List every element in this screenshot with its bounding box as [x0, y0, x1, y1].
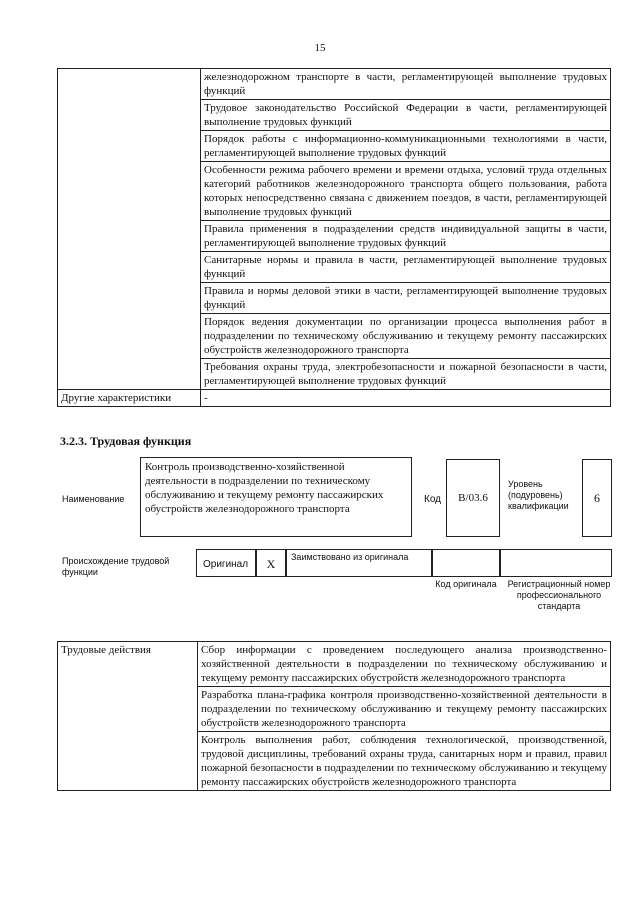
- table-cell: Сбор информации с проведением последующего анализа производственно-хозяйственной деятельности в подразделении по техническому обслуживанию и текущему ремонту пассажирских обустройств железнодорожного транспорта: [198, 642, 611, 687]
- borrowed-label: Заимствовано из оригинала: [286, 549, 432, 577]
- table-row: [58, 642, 611, 687]
- function-code: В/03.6: [446, 459, 500, 537]
- table-row: [58, 390, 611, 407]
- code-label: Код: [424, 494, 442, 505]
- table-cell: Контроль выполнения работ, соблюдения технологической, производственной, трудовой дисциплины, требований охраны труда, санитарных норм и правил, правил пожарной безопасности в подразделении по техническому обслуживанию и текущему ремонту пассажирских обустройств железнодорожного транспорта: [198, 732, 611, 791]
- name-label: Наименование: [62, 494, 125, 504]
- code-original-cell: [432, 549, 500, 577]
- original-label: Оригинал: [196, 549, 256, 577]
- origin-row: [196, 549, 612, 577]
- actions-table: [57, 641, 611, 791]
- actions-label: Трудовые действия: [58, 642, 198, 791]
- qualification-level: 6: [582, 459, 612, 537]
- table-cell: Порядок работы с информационно-коммуникационными технологиями в части, регламентирующей выполнение трудовых функций: [201, 131, 611, 162]
- page-number: 15: [314, 42, 326, 54]
- other-characteristics-label: Другие характеристики: [58, 390, 201, 407]
- table-row: [58, 69, 611, 100]
- table-cell: Правила применения в подразделении средств индивидуальной защиты в части, регламентирующей выполнение трудовых функций: [201, 221, 611, 252]
- reg-number-cell: [500, 549, 612, 577]
- origin-label: Происхождение трудовой функции: [62, 556, 170, 577]
- table-cell: Порядок ведения документации по организации процесса выполнения работ в подразделении по техническому обслуживанию и текущему ремонту пассажирских обустройств железнодорожного транспорта: [201, 314, 611, 359]
- table-cell: железнодорожном транспорте в части, регламентирующей выполнение трудовых функций: [201, 69, 611, 100]
- table-cell: Требования охраны труда, электробезопасности и пожарной безопасности в части, регламентирующей выполнение трудовых функций: [201, 359, 611, 390]
- table-cell: Разработка плана-графика контроля производственно-хозяйственной деятельности в подразделении по техническому обслуживанию и текущему ремонту пассажирских обустройств железнодорожного транспорта: [198, 687, 611, 732]
- code-original-label: Код оригинала: [435, 579, 497, 589]
- table-cell: Правила и нормы деловой этики в части, регламентирующей выполнение трудовых функций: [201, 283, 611, 314]
- table-cell: Особенности режима рабочего времени и времени отдыха, условий труда отдельных категорий работников железнодорожного транспорта общего пользования, работа которых непосредственно связана с движением поездов, в части, регламентирующей выполнение трудовых функций: [201, 162, 611, 221]
- level-label: Уровень (подуровень) квалификации: [508, 479, 569, 511]
- section-title: 3.2.3. Трудовая функция: [60, 434, 192, 448]
- other-characteristics-value: -: [201, 390, 611, 407]
- table-cell: Трудовое законодательство Российской Федерации в части, регламентирующей выполнение трудовых функций: [201, 100, 611, 131]
- knowledge-table: [57, 68, 611, 407]
- label-cell-empty: [58, 69, 201, 390]
- table-cell: Санитарные нормы и правила в части, регламентирующей выполнение трудовых функций: [201, 252, 611, 283]
- reg-number-label: Регистрационный номер профессионального стандарта: [507, 579, 611, 611]
- original-mark: X: [256, 549, 286, 577]
- function-name: Контроль производственно-хозяйственной деятельности в подразделении по техническому обслуживанию и текущему ремонту пассажирских обустройств железнодорожного транспорта: [140, 457, 412, 537]
